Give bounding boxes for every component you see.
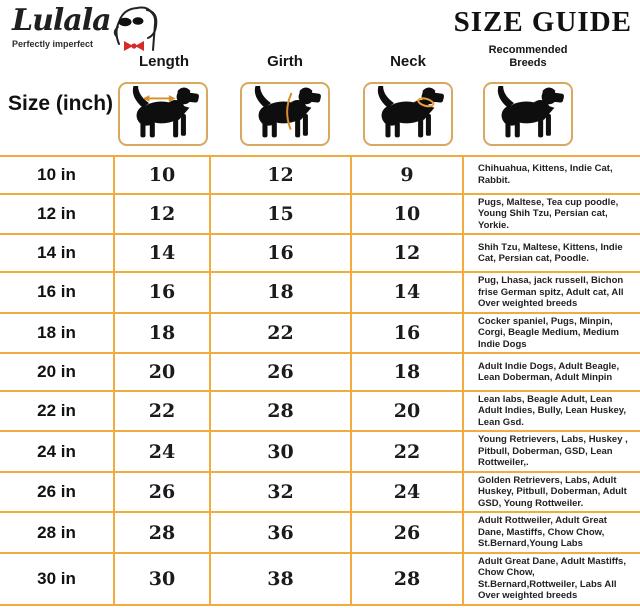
dog-length-icon: [124, 86, 202, 142]
column-header-breeds: Recommended Breeds: [488, 44, 568, 69]
column-header-length: Length: [139, 53, 189, 70]
size-cell: 10 in: [0, 157, 115, 193]
size-cell: 20 in: [0, 354, 115, 390]
girth-cell: 26: [211, 354, 352, 390]
table-row: [0, 354, 640, 392]
table-row: [0, 392, 640, 433]
breeds-cell: Chihuahua, Kittens, Indie Cat, Rabbit.: [478, 163, 613, 186]
girth-cell: 38: [211, 554, 352, 604]
dog-girth-icon: [246, 86, 324, 142]
size-cell: 12 in: [0, 195, 115, 234]
length-cell: 20: [115, 354, 211, 390]
brand-name: Lulala: [12, 3, 111, 38]
length-cell: 22: [115, 392, 211, 431]
neck-icon-box: [363, 82, 453, 146]
neck-cell: 26: [352, 513, 464, 552]
neck-cell: 16: [352, 314, 464, 353]
dog-plain-icon: [489, 86, 567, 142]
table-row: [0, 235, 640, 273]
length-cell: 24: [115, 432, 211, 471]
girth-cell: 36: [211, 513, 352, 552]
size-cell: 22 in: [0, 392, 115, 431]
girth-cell: 12: [211, 157, 352, 193]
breeds-cell: Adult Rottweiler, Adult Great Dane, Mastiffs, Chow Chow, St.Bernard,Young Labs: [478, 515, 607, 550]
girth-cell: 18: [211, 273, 352, 312]
table-row: [0, 273, 640, 314]
neck-cell: 18: [352, 354, 464, 390]
size-cell: 16 in: [0, 273, 115, 312]
breeds-cell: Adult Indie Dogs, Adult Beagle, Lean Doberman, Adult Minpin: [478, 360, 620, 384]
dog-neck-icon: [369, 86, 447, 142]
table-row: [0, 513, 640, 554]
column-header-neck: Neck: [390, 53, 426, 70]
breeds-cell: Young Retrievers, Labs, Huskey , Pitbull, Doberman, GSD, Lean Rottweiler,.: [478, 434, 628, 469]
breeds-cell: Cocker spaniel, Pugs, Minpin, Corgi, Beagle Medium, Medium Indie Dogs: [478, 315, 619, 350]
neck-cell: 12: [352, 235, 464, 271]
length-icon-box: [118, 82, 208, 146]
length-cell: 12: [115, 195, 211, 234]
size-cell: 24 in: [0, 432, 115, 471]
neck-cell: 10: [352, 195, 464, 234]
bow-tie-icon: [124, 41, 144, 51]
girth-cell: 22: [211, 314, 352, 353]
brand-tagline: Perfectly imperfect: [12, 39, 94, 49]
neck-cell: 9: [352, 157, 464, 193]
size-cell: 30 in: [0, 554, 115, 604]
breeds-cell: Golden Retrievers, Labs, Adult Huskey, Pitbull, Doberman, Adult GSD, Young Rottweiler.: [478, 474, 627, 509]
size-unit-label: Size (inch): [8, 92, 114, 115]
length-cell: 18: [115, 314, 211, 353]
breeds-cell: Pug, Lhasa, jack russell, Bichon frise German spitz, Adult cat, All Over weighted breeds: [478, 275, 624, 310]
table-row: [0, 157, 640, 195]
length-cell: 28: [115, 513, 211, 552]
column-header-girth: Girth: [267, 53, 303, 70]
girth-cell: 32: [211, 473, 352, 512]
size-table-body: [0, 155, 640, 606]
length-cell: 26: [115, 473, 211, 512]
size-cell: 26 in: [0, 473, 115, 512]
breeds-cell: Lean labs, Beagle Adult, Lean Adult Indies, Bully, Lean Huskey, Lean Gsd.: [478, 393, 626, 428]
size-cell: 14 in: [0, 235, 115, 271]
length-cell: 10: [115, 157, 211, 193]
girth-cell: 28: [211, 392, 352, 431]
table-row: [0, 554, 640, 604]
girth-cell: 16: [211, 235, 352, 271]
neck-cell: 14: [352, 273, 464, 312]
breeds-cell: Shih Tzu, Maltese, Kittens, Indie Cat, Persian cat, Poodle.: [478, 241, 623, 265]
table-row: [0, 432, 640, 473]
table-row: [0, 314, 640, 355]
neck-cell: 22: [352, 432, 464, 471]
neck-cell: 20: [352, 392, 464, 431]
page-title: SIZE GUIDE: [453, 6, 632, 38]
breeds-cell: Adult Great Dane, Adult Mastiffs, Chow Chow, St.Bernard,Rottweiler, Labs All Over weighted breeds: [478, 555, 626, 602]
girth-icon-box: [240, 82, 330, 146]
neck-cell: 24: [352, 473, 464, 512]
size-cell: 18 in: [0, 314, 115, 353]
neck-cell: 28: [352, 554, 464, 604]
length-cell: 30: [115, 554, 211, 604]
girth-cell: 15: [211, 195, 352, 234]
brand-logo: [12, 4, 159, 54]
length-cell: 14: [115, 235, 211, 271]
table-row: [0, 473, 640, 514]
size-cell: 28 in: [0, 513, 115, 552]
table-row: [0, 195, 640, 236]
logo-dog-icon: [113, 4, 159, 54]
length-cell: 16: [115, 273, 211, 312]
breeds-cell: Pugs, Maltese, Tea cup poodle, Young Shih Tzu, Persian cat, Yorkie.: [478, 196, 619, 231]
girth-cell: 30: [211, 432, 352, 471]
breeds-icon-box: [483, 82, 573, 146]
